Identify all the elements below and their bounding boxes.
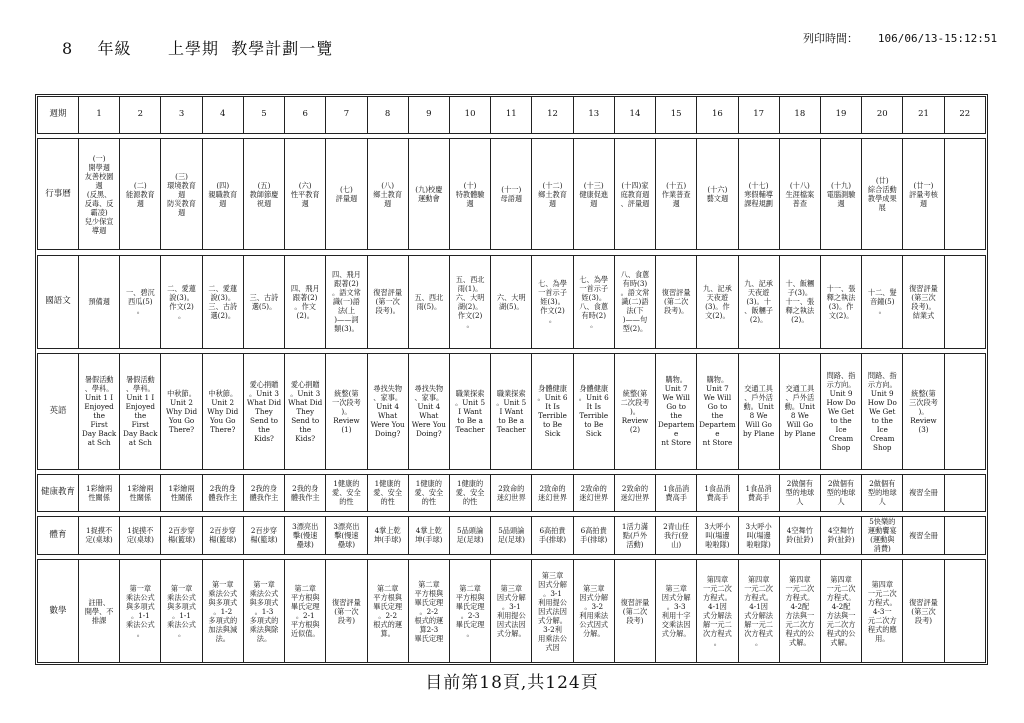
plan-cell: (十三) 健康促進 週 xyxy=(573,138,614,250)
plan-cell: 第四章 一元二次 方程式。 4-1因 式分解法 解一元二 次方程式 。 xyxy=(697,560,738,663)
plan-cell: (十) 特教體驗 週 xyxy=(449,138,490,250)
week-number-cell: 11 xyxy=(491,97,532,134)
plan-cell: 五、西北 雨(5)。 xyxy=(408,255,449,348)
subject-row xyxy=(38,354,986,470)
week-header-row xyxy=(38,97,986,134)
plan-cell xyxy=(944,516,985,555)
plan-cell: 2我的身 體我作主 xyxy=(202,474,243,511)
plan-cell xyxy=(944,560,985,663)
week-number-cell: 7 xyxy=(326,97,367,134)
plan-cell: 統整(第 二次段考 )。 Review (2) xyxy=(614,354,655,470)
plan-cell xyxy=(944,255,985,348)
subject-row xyxy=(38,516,986,555)
plan-cell: 一、碧沉 西瓜(5) 。 xyxy=(120,255,161,348)
plan-cell: 5品頭論 足(足球) xyxy=(491,516,532,555)
plan-cell: 4掌上乾 坤(手球) xyxy=(408,516,449,555)
week-number-cell: 21 xyxy=(903,97,944,134)
plan-cell xyxy=(944,474,985,511)
plan-cell: (十一) 母語週 xyxy=(491,138,532,250)
week-number-cell: 5 xyxy=(243,97,284,134)
plan-cell: 2我的身 體我作主 xyxy=(285,474,326,511)
plan-cell: 六、大明 湖(5)。 xyxy=(491,255,532,348)
week-number-cell: 15 xyxy=(656,97,697,134)
plan-cell: 6高拍貴 手(排球) xyxy=(573,516,614,555)
plan-cell: 九、記承 天夜遊 (3)。作 文(2)。 xyxy=(697,255,738,348)
week-number-cell: 22 xyxy=(944,97,985,134)
plan-cell: 第三章 因式分解 。3-3 利用十字 交乘法因 式分解。 xyxy=(656,560,697,663)
plan-cell: 1健康的 愛、安全 的性 xyxy=(449,474,490,511)
plan-cell xyxy=(944,354,985,470)
plan-cell: 3大呼小 叫(場邊 啦啦隊) xyxy=(697,516,738,555)
plan-cell: 2致命的 迷幻世界 xyxy=(491,474,532,511)
plan-cell: 問路、指 示方向。 Unit 9 How Do We Get to the Ice Cream Shop xyxy=(820,354,861,470)
week-number-cell: 14 xyxy=(614,97,655,134)
plan-cell: (十九) 電腦測驗 週 xyxy=(820,138,861,250)
week-number-cell: 6 xyxy=(285,97,326,134)
subject-name-cell: 行事曆 xyxy=(38,138,79,250)
plan-cell: 復習評量 (第一次 段考) xyxy=(326,560,367,663)
subject-name-cell: 國語文 xyxy=(38,255,79,348)
plan-cell: 2做個有 型的地球 人 xyxy=(820,474,861,511)
plan-cell: 4空舞竹 鈴(扯鈴) xyxy=(779,516,820,555)
plan-cell: 身體健康 。Unit 6 It Is Terrible to Be Sick xyxy=(573,354,614,470)
teaching-plan-table xyxy=(37,96,986,663)
plan-cell: 十二、髮 音鐘(5) 。 xyxy=(862,255,903,348)
subject-name-cell: 健康教育 xyxy=(38,474,79,511)
plan-cell: (十七) 寒假輔導 課程規劃 xyxy=(738,138,779,250)
plan-cell: (十五) 作業普查 週 xyxy=(656,138,697,250)
week-number-cell: 4 xyxy=(202,97,243,134)
week-number-cell: 8 xyxy=(367,97,408,134)
plan-cell: 第四章 一元二次 方程式。 4-2配 方法與一 元二次方 程式的公 式解。 xyxy=(779,560,820,663)
plan-cell: 4空舞竹 鈴(扯鈴) xyxy=(820,516,861,555)
plan-cell: 2做個有 型的地球 人 xyxy=(779,474,820,511)
plan-cell: 3漂亮出 擊(慢速 壘球) xyxy=(326,516,367,555)
plan-cell: 1彩繪兩 性關係 xyxy=(79,474,120,511)
plan-cell: 暑假活動 、學科。 Unit 1 I Enjoyed the First Day Back at Sch xyxy=(120,354,161,470)
teaching-plan-table-wrapper xyxy=(37,96,986,663)
week-number-cell: 18 xyxy=(779,97,820,134)
plan-cell: 第二章 平方根與 畢氏定理 。2-1 平方根與 近似值。 xyxy=(285,560,326,663)
plan-cell: 交通工具 、戶外活 動。Unit 8 We Will Go by Plane xyxy=(779,354,820,470)
plan-cell: 復習評量 (第二次 段考) xyxy=(614,560,655,663)
plan-cell: 2百步穿 楊(籃球) xyxy=(243,516,284,555)
plan-cell: 1彩繪兩 性關係 xyxy=(120,474,161,511)
plan-cell: (六) 性平教育 週 xyxy=(285,138,326,250)
plan-cell: 5品頭論 足(足球) xyxy=(449,516,490,555)
plan-cell: 身體健康 。Unit 6 It Is Terrible to Be Sick xyxy=(532,354,573,470)
plan-cell: 八、食蔥 有時(3) 。語文常 識(二)語 法(下 )——句 型(2)。 xyxy=(614,255,655,348)
plan-cell: 五、西北 雨(1)。 六、大明 湖(2)。 作文(2) 。 xyxy=(449,255,490,348)
plan-cell: (九)校慶 運動會 xyxy=(408,138,449,250)
plan-cell: (廿) 綜合活動 教學成果 展 xyxy=(862,138,903,250)
subject-row xyxy=(38,138,986,250)
plan-cell: 復習評量 (第一次 段考)。 xyxy=(367,255,408,348)
plan-cell: 第三章 因式分解 。3-1 利用提公 因式法因 式分解。 xyxy=(491,560,532,663)
plan-cell: 第三章 因式分解 。3-1 利用提公 因式法因 式分解。 3-2利 用乘法公 式因 xyxy=(532,560,573,663)
plan-cell: 複習全冊 xyxy=(903,474,944,511)
subject-name-cell: 英語 xyxy=(38,354,79,470)
plan-cell: (三) 環境教育 週 防災教育 週 xyxy=(161,138,202,250)
plan-cell: 2致命的 迷幻世界 xyxy=(573,474,614,511)
plan-cell: 第二章 平方根與 畢氏定理 。2-2 根式的運 算2-3 畢氏定理 xyxy=(408,560,449,663)
week-label-cell: 週期 xyxy=(38,97,79,134)
page-title: 8 年級 上學期 教學計劃一覽 xyxy=(62,39,334,58)
plan-cell: 七、為學 一首示子 姪(3)。 作文(2) 。 xyxy=(532,255,573,348)
plan-cell: (十四)家 庭教育週 、評量週 xyxy=(614,138,655,250)
plan-cell: 四、飛月 跟著(2) 。語文常 識(一)語 法(上 )——詞 類(3)。 xyxy=(326,255,367,348)
plan-cell: 復習評量 (第三次 段考)。 結業式 xyxy=(903,255,944,348)
plan-cell: 購物。 Unit 7 We Will Go to the Departeme nt Store xyxy=(697,354,738,470)
plan-cell: 2百步穿 楊(籃球) xyxy=(202,516,243,555)
plan-cell: 第四章 一元二次 方程式。 4-1因 式分解法 解一元二 次方程式 。 xyxy=(738,560,779,663)
plan-cell: 中秋節。 Unit 2 Why Did You Go There? xyxy=(202,354,243,470)
plan-cell: 暑假活動 、學科。 Unit 1 I Enjoyed the First Day Back at Sch xyxy=(79,354,120,470)
plan-cell: 統整(第 三次段考 )。 Review (3) xyxy=(903,354,944,470)
week-number-cell: 2 xyxy=(120,97,161,134)
plan-cell: 交通工具 、戶外活 動。Unit 8 We Will Go by Plane xyxy=(738,354,779,470)
week-number-cell: 1 xyxy=(79,97,120,134)
plan-cell: 十、飯糰 子(3)。 十一、張 釋之執法 (2)。 xyxy=(779,255,820,348)
plan-cell: 3大呼小 叫(場邊 啦啦隊) xyxy=(738,516,779,555)
plan-cell: (五) 教師節慶 祝週 xyxy=(243,138,284,250)
plan-cell: 問路、指 示方向。 Unit 9 How Do We Get to the Ice Cream Shop xyxy=(862,354,903,470)
plan-cell: 註冊、 開學、不 排課 xyxy=(79,560,120,663)
week-number-cell: 17 xyxy=(738,97,779,134)
plan-cell: 複習全冊 xyxy=(903,516,944,555)
plan-cell: 中秋節。 Unit 2 Why Did You Go There? xyxy=(161,354,202,470)
plan-cell: 2致命的 迷幻世界 xyxy=(614,474,655,511)
plan-cell: 2百步穿 楊(籃球) xyxy=(161,516,202,555)
plan-cell: 職業探索 。Unit 5 I Want to Be a Teacher xyxy=(491,354,532,470)
plan-cell: 2做個有 型的地球 人 xyxy=(862,474,903,511)
subject-name-cell: 體育 xyxy=(38,516,79,555)
plan-cell: 2我的身 體我作主 xyxy=(243,474,284,511)
plan-cell: 二、愛蓮 說(3)。 作文(2) 。 xyxy=(161,255,202,348)
subject-row xyxy=(38,474,986,511)
plan-cell: 1健康的 愛、安全 的性 xyxy=(408,474,449,511)
subject-row xyxy=(38,255,986,348)
plan-cell: 2青山任 我行(登 山) xyxy=(656,516,697,555)
plan-cell: (十六) 藝文週 xyxy=(697,138,738,250)
week-number-cell: 9 xyxy=(408,97,449,134)
plan-cell: 第三章 因式分解 。3-2 利用乘法 公式因式 分解。 xyxy=(573,560,614,663)
plan-cell: 七、為學 一首示子 姪(3)。 八、食蔥 有時(2) 。 xyxy=(573,255,614,348)
page-indicator: 目前第18頁,共124頁 xyxy=(425,673,599,693)
plan-cell: 1活力滿 點(戶外 活動) xyxy=(614,516,655,555)
week-number-cell: 12 xyxy=(532,97,573,134)
plan-cell: 二、愛蓮 說(3)。 三、古詩 選(2)。 xyxy=(202,255,243,348)
plan-cell: 第一章 乘法公式 與多項式 。1-1 乘法公式 。 xyxy=(161,560,202,663)
plan-cell: 1食品消 費高手 xyxy=(656,474,697,511)
plan-cell: 5快樂的 運動饗宴 (運動與 消費) xyxy=(862,516,903,555)
plan-cell: 愛心捐贈 。Unit 3 What Did They Send to the Kids? xyxy=(285,354,326,470)
subject-row xyxy=(38,560,986,663)
plan-cell: 統整(第 一次段考 )。 Review (1) xyxy=(326,354,367,470)
plan-cell: 第一章 乘法公式 與多項式 。1-3 多項式的 乘法與除 法。 xyxy=(243,560,284,663)
plan-cell: 第四章 一元二次 方程式。 4-3一 元二次方 程式的應 用。 xyxy=(862,560,903,663)
plan-cell: (一) 開學週 友善校園 週 (反黑、 反毒、反 霸凌) 兒少保宣 導週 xyxy=(79,138,120,250)
plan-cell: 1彩繪兩 性關係 xyxy=(161,474,202,511)
plan-cell: 九、記承 天夜遊 (3)。十 、飯糰子 (2)。 xyxy=(738,255,779,348)
plan-cell: 第一章 乘法公式 與多項式 。1-1 乘法公式 。 xyxy=(120,560,161,663)
plan-cell: 1食品消 費高手 xyxy=(738,474,779,511)
plan-cell: (十八) 生涯檔案 普查 xyxy=(779,138,820,250)
plan-cell xyxy=(944,138,985,250)
plan-cell: 第二章 平方根與 畢氏定理 。2-3 畢氏定理 。 xyxy=(449,560,490,663)
plan-cell: 職業探索 。Unit 5 I Want to Be a Teacher xyxy=(449,354,490,470)
week-number-cell: 10 xyxy=(449,97,490,134)
plan-cell: 三、古詩 選(5)。 xyxy=(243,255,284,348)
week-number-cell: 13 xyxy=(573,97,614,134)
week-number-cell: 16 xyxy=(697,97,738,134)
plan-cell: 4掌上乾 坤(手球) xyxy=(367,516,408,555)
plan-cell: 第四章 一元二次 方程式。 4-2配 方法與一 元二次方 程式的公 式解。 xyxy=(820,560,861,663)
plan-cell: 四、飛月 跟著(2) 。作文 (2)。 xyxy=(285,255,326,348)
week-number-cell: 3 xyxy=(161,97,202,134)
plan-cell: (十二) 鄉土教育 週 xyxy=(532,138,573,250)
plan-cell: 預備週 xyxy=(79,255,120,348)
plan-cell: 3漂亮出 擊(慢速 壘球) xyxy=(285,516,326,555)
plan-cell: (廿一) 評量考核 週 xyxy=(903,138,944,250)
plan-cell: (二) 能源教育 週 xyxy=(120,138,161,250)
plan-cell: 十一、張 釋之執法 (3)。作 文(2)。 xyxy=(820,255,861,348)
week-number-cell: 19 xyxy=(820,97,861,134)
week-number-cell: 20 xyxy=(862,97,903,134)
plan-cell: 第二章 平方根與 畢氏定理 。2-2 根式的運 算。 xyxy=(367,560,408,663)
plan-cell: 購物。 Unit 7 We Will Go to the Departeme nt Store xyxy=(656,354,697,470)
plan-cell: 6高拍貴 手(排球) xyxy=(532,516,573,555)
plan-cell: 1健康的 愛、安全 的性 xyxy=(326,474,367,511)
print-time: 列印時間： 106/06/13-15:12:51 xyxy=(803,32,998,45)
plan-cell: 尋找失物 、家事。 Unit 4 What Were You Doing? xyxy=(367,354,408,470)
plan-cell: (四) 親職教育 週 xyxy=(202,138,243,250)
plan-cell: (八) 鄉土教育 週 xyxy=(367,138,408,250)
plan-cell: 復習評量 (第二次 段考)。 xyxy=(656,255,697,348)
plan-cell: (七) 評量週 xyxy=(326,138,367,250)
plan-cell: 2致命的 迷幻世界 xyxy=(532,474,573,511)
plan-cell: 1捉摸不 定(桌球) xyxy=(79,516,120,555)
plan-cell: 復習評量 (第三次 段考) xyxy=(903,560,944,663)
plan-cell: 1捉摸不 定(桌球) xyxy=(120,516,161,555)
subject-name-cell: 數學 xyxy=(38,560,79,663)
plan-cell: 第一章 乘法公式 與多項式 。1-2 多項式的 加法與減 法。 xyxy=(202,560,243,663)
plan-cell: 尋找失物 、家事。 Unit 4 What Were You Doing? xyxy=(408,354,449,470)
plan-cell: 1健康的 愛、安全 的性 xyxy=(367,474,408,511)
plan-cell: 1食品消 費高手 xyxy=(697,474,738,511)
plan-cell: 愛心捐贈 。Unit 3 What Did They Send to the Kids? xyxy=(243,354,284,470)
